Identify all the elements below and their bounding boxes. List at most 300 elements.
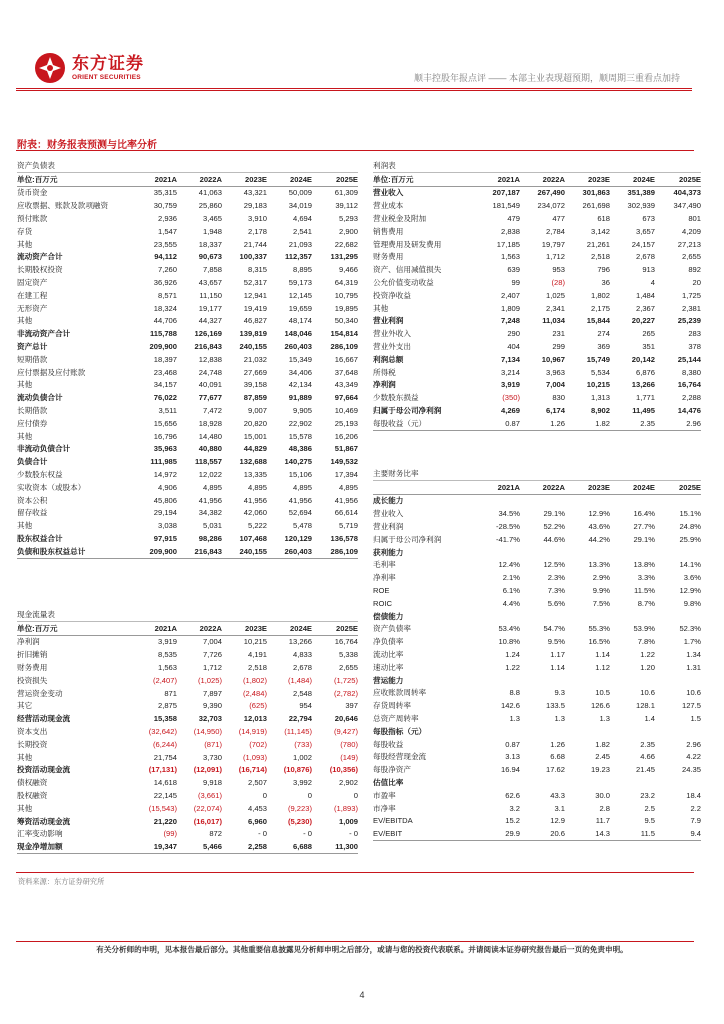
row-label: 资产负债率: [373, 624, 411, 634]
table-cell: [565, 725, 610, 738]
row-label: 资产、信用减值损失: [373, 265, 442, 275]
appendix-divider: [16, 150, 694, 151]
table-cell: 1.20: [640, 662, 655, 672]
table-cell: 9.5: [644, 816, 655, 826]
row-label: 存货周转率: [373, 701, 411, 711]
table-cell: 12,013: [243, 714, 267, 724]
table-row: [17, 238, 358, 251]
row-label: 利润总额: [373, 354, 404, 364]
table-cell: 1,002: [292, 752, 312, 762]
table-cell: 41,063: [198, 188, 222, 198]
table-cell: 15,578: [288, 431, 312, 441]
row-label: EV/EBIT: [373, 827, 475, 840]
column-header: 2025E: [312, 621, 358, 635]
row-label: 非流动负债合计: [17, 444, 71, 454]
table-row: [373, 391, 701, 404]
table-cell: 3.6%: [683, 573, 701, 583]
table-cell: 260,403: [284, 342, 312, 352]
table-cell: 954: [299, 701, 312, 711]
table-cell: 18,324: [153, 303, 177, 313]
table-cell: 154,814: [330, 329, 358, 339]
column-header: 2022A: [520, 480, 565, 494]
table-cell: 18.4: [686, 790, 701, 800]
table-cell: 17.62: [545, 765, 565, 775]
table-cell: 302,939: [627, 201, 655, 211]
table-title: 资产负债表: [17, 159, 358, 172]
table-cell: 0.87: [475, 417, 520, 430]
table-row: [17, 481, 358, 494]
table-cell: 87,859: [243, 393, 267, 403]
table-row: [373, 699, 701, 712]
table-cell: 283: [688, 329, 701, 339]
table-cell: 1,809: [500, 303, 520, 313]
table-cell: 136,578: [330, 534, 358, 543]
table-cell: 207,187: [492, 188, 520, 198]
table-cell: 21,744: [243, 239, 267, 249]
table-cell: 0: [353, 791, 358, 801]
row-label: 流动负债合计: [17, 393, 63, 403]
table-cell: 111,985: [150, 457, 177, 467]
row-label: ROIC: [373, 598, 392, 608]
table-cell: 2.35: [640, 739, 655, 749]
table-cell: 10,215: [243, 637, 267, 647]
table-row: [373, 186, 701, 199]
table-row: [373, 648, 701, 661]
table-cell: 2.96: [686, 739, 701, 749]
table-cell: (9,223): [287, 803, 312, 813]
column-header: 2021A: [132, 172, 177, 186]
table-row: [373, 251, 701, 264]
table-cell: 4,895: [338, 482, 358, 492]
table-cell: 913: [642, 265, 655, 275]
row-label: 市净率: [373, 803, 396, 813]
table-row: [373, 225, 701, 238]
row-label: 应收账款周转率: [373, 688, 427, 698]
row-label: 营业利润: [373, 522, 404, 532]
table-row: [17, 751, 358, 764]
table-cell: 9.4: [655, 827, 701, 840]
table-cell: 8,380: [681, 367, 701, 377]
table-cell: (149): [340, 752, 358, 762]
table-cell: (1,893): [333, 803, 358, 813]
row-label: 每股收益（元）: [373, 417, 475, 430]
column-header: 2023E: [222, 172, 267, 186]
table-cell: 3,730: [202, 752, 222, 762]
table-cell: (6,244): [152, 739, 177, 749]
table-cell: 14,972: [153, 470, 177, 480]
table-cell: 20.6: [520, 827, 565, 840]
table-cell: 479: [507, 214, 520, 224]
table-row: [373, 340, 701, 353]
row-label: 应付票据及应付账款: [17, 367, 86, 377]
table-row: [373, 789, 701, 802]
row-label: 在建工程: [17, 290, 48, 300]
table-cell: 17,394: [334, 470, 358, 480]
table-cell: 12.9%: [679, 586, 701, 596]
table-row: [373, 199, 701, 212]
table-cell: 4,895: [247, 482, 267, 492]
table-row: [373, 315, 701, 328]
table-cell: 59,173: [288, 278, 312, 288]
table-cell: 1.17: [550, 650, 565, 660]
table-cell: 140,275: [284, 457, 312, 467]
source-note: 资料来源：东方证券研究所: [18, 877, 105, 886]
table-cell: 240,155: [222, 545, 267, 558]
table-cell: 22,902: [288, 418, 312, 428]
table-cell: (625): [249, 701, 267, 711]
table-cell: 10.6: [640, 688, 655, 698]
table-cell: 14,480: [198, 431, 222, 441]
table-cell: 3,511: [158, 406, 177, 416]
table-cell: 15,106: [288, 470, 312, 480]
table-cell: 2,902: [338, 778, 358, 788]
table-cell: 139,819: [239, 329, 267, 339]
table-cell: 115,788: [149, 329, 177, 339]
table-cell: 44,327: [198, 316, 222, 326]
table-cell: [610, 776, 655, 789]
table-cell: 45,806: [153, 495, 177, 505]
table-cell: 15,844: [586, 316, 610, 326]
table-cell: [610, 610, 655, 623]
table-cell: [610, 674, 655, 687]
table-row: [17, 225, 358, 238]
table-cell: 1.22: [640, 650, 655, 660]
column-header: 2024E: [267, 172, 312, 186]
table-cell: [520, 776, 565, 789]
table-cell: 299: [552, 342, 565, 352]
table-cell: 19.23: [590, 765, 610, 775]
table-cell: 20,227: [631, 316, 655, 326]
table-cell: (11,145): [284, 727, 312, 737]
table-cell: (3,661): [197, 791, 222, 801]
row-label: 管理费用及研发费用: [373, 239, 442, 249]
table-row: [373, 712, 701, 725]
table-row: [373, 584, 701, 597]
table-cell: [655, 610, 701, 623]
row-label: 获利能力: [373, 547, 404, 557]
row-label: 少数股东损益: [373, 393, 419, 403]
table-cell: 2,655: [338, 663, 358, 673]
row-label: 投资损失: [17, 675, 48, 685]
table-cell: 8.7%: [637, 598, 655, 608]
row-label: 其他: [373, 303, 389, 313]
table-cell: [655, 546, 701, 559]
table-cell: 12.4%: [498, 560, 520, 570]
table-cell: 10,215: [586, 380, 610, 390]
table-cell: 14.3: [565, 827, 610, 840]
table-cell: 126.6: [590, 701, 610, 711]
table-cell: 351,389: [627, 188, 655, 198]
table-cell: [655, 494, 701, 507]
header-divider-2: [16, 90, 692, 91]
table-cell: [565, 494, 610, 507]
table-cell: 61,309: [334, 188, 358, 198]
table-cell: 12,022: [198, 470, 222, 480]
table-cell: 0: [262, 791, 267, 801]
table-cell: 2,518: [247, 663, 267, 673]
table-cell: 16.94: [500, 765, 520, 775]
table-cell: 8,535: [157, 650, 177, 660]
table-row: [17, 455, 358, 468]
row-label: 应收票据、账款及款项融资: [17, 201, 109, 211]
table-cell: 9,390: [202, 701, 222, 711]
table-cell: 11,495: [632, 406, 655, 416]
table-cell: 3,919: [500, 380, 520, 390]
table-cell: 5,338: [338, 650, 358, 660]
table-cell: 0: [307, 791, 312, 801]
table-row: [17, 700, 358, 713]
table-row: [17, 764, 358, 777]
table-cell: (702): [249, 739, 267, 749]
table-cell: 9,007: [247, 406, 267, 416]
table-cell: 30,759: [153, 201, 177, 211]
row-label: 销售费用: [373, 226, 404, 236]
table-row: [17, 532, 358, 545]
table-row: [17, 776, 358, 789]
table-cell: 16,796: [153, 431, 177, 441]
table-cell: 6,688: [267, 840, 312, 853]
table-cell: 9,918: [202, 778, 222, 788]
row-label: 营运资金变动: [17, 688, 63, 698]
table-cell: (14,919): [238, 727, 267, 737]
table-row: [17, 327, 358, 340]
table-cell: 9.3: [554, 688, 565, 698]
row-label: 营业收入: [373, 188, 404, 198]
table-cell: 40,880: [198, 444, 222, 454]
table-cell: 2.1%: [502, 573, 520, 583]
table-cell: 13.3%: [588, 560, 610, 570]
table-cell: 7,858: [202, 265, 222, 275]
table-cell: [610, 725, 655, 738]
table-cell: 16,206: [334, 431, 358, 441]
table-cell: 43.6%: [588, 522, 610, 532]
row-label: 速动比率: [373, 662, 404, 672]
table-cell: [475, 674, 520, 687]
table-cell: 3.1: [554, 803, 565, 813]
table-row: [373, 776, 701, 789]
table-cell: 7,004: [202, 637, 222, 647]
table-cell: 6,876: [635, 367, 655, 377]
table-cell: 23.2: [640, 790, 655, 800]
table-cell: 3,992: [292, 778, 312, 788]
table-row: [373, 559, 701, 572]
table-cell: 1,712: [202, 663, 222, 673]
table-cell: 2.35: [610, 417, 655, 430]
table-cell: [475, 725, 520, 738]
table-cell: (15,543): [148, 803, 177, 813]
table-cell: 12.5%: [543, 560, 565, 570]
table-cell: 3,919: [157, 637, 177, 647]
table-cell: 149,532: [330, 457, 358, 467]
table-cell: 1.7%: [683, 637, 701, 647]
table-cell: [520, 674, 565, 687]
table-cell: 11,150: [199, 290, 222, 300]
orient-logo-icon: [34, 52, 66, 84]
table-cell: (1,093): [242, 752, 267, 762]
row-label: 长期投资: [17, 739, 48, 749]
table-cell: (16,017): [193, 816, 222, 826]
column-header: 2025E: [312, 172, 358, 186]
table-cell: 8,571: [157, 290, 177, 300]
row-label: 净利润: [373, 380, 396, 390]
table-cell: 25,860: [198, 201, 222, 211]
table-cell: 11,034: [542, 316, 565, 326]
row-label: 营业外支出: [373, 342, 411, 352]
table-row: [373, 725, 701, 738]
table-cell: 234,072: [537, 201, 565, 211]
table-cell: 4,453: [247, 803, 267, 813]
table-cell: 97,664: [334, 393, 358, 403]
table-cell: 7,260: [157, 265, 177, 275]
table-cell: 50,340: [334, 316, 358, 326]
table-title-row: [373, 159, 701, 172]
table-cell: 20,142: [631, 354, 655, 364]
table-cell: 7,897: [202, 688, 222, 698]
table-cell: 128.1: [635, 701, 655, 711]
table-cell: 4,906: [157, 482, 177, 492]
row-label: 财务费用: [373, 252, 404, 262]
row-label: 留存收益: [17, 508, 48, 518]
table-cell: 14,476: [677, 406, 701, 416]
table-cell: (2,407): [152, 675, 177, 685]
table-cell: 5.6%: [547, 598, 565, 608]
table-cell: 19,797: [541, 239, 565, 249]
table-row: [17, 519, 358, 532]
table-cell: 892: [688, 265, 701, 275]
table-cell: [565, 674, 610, 687]
table-cell: 21.45: [635, 765, 655, 775]
table-cell: 1.82: [595, 739, 610, 749]
table-cell: - 0: [349, 829, 358, 839]
table-cell: 13.8%: [633, 560, 655, 570]
table-row: [17, 430, 358, 443]
table-cell: 4,269: [500, 406, 520, 416]
table-row: [373, 404, 701, 417]
table-cell: 21,220: [153, 816, 177, 826]
table-row: [17, 545, 358, 558]
table-row: [373, 302, 701, 315]
table-row: [17, 507, 358, 520]
table-cell: 260,403: [267, 545, 312, 558]
table-cell: 1.12: [595, 662, 610, 672]
table-cell: 6,174: [545, 406, 565, 416]
column-header: 单位:百万元: [17, 172, 132, 186]
table-cell: 66,614: [334, 508, 358, 518]
table-cell: 7,004: [545, 380, 565, 390]
table-cell: 3,465: [202, 214, 222, 224]
table-cell: 8.8: [509, 688, 520, 698]
table-cell: 19,419: [243, 303, 267, 313]
row-label: 营业外收入: [373, 329, 411, 339]
table-cell: 3,142: [590, 226, 610, 236]
row-label: 归属于母公司净利润: [373, 406, 442, 416]
table-cell: 2,838: [500, 226, 520, 236]
table-cell: - 0: [258, 829, 267, 839]
table-cell: 12,838: [198, 354, 222, 364]
table-row: [17, 251, 358, 264]
table-cell: 120,129: [284, 534, 312, 543]
table-row: [373, 238, 701, 251]
table-cell: 22,682: [334, 239, 358, 249]
table-cell: 16,667: [334, 354, 358, 364]
table-row: [17, 443, 358, 456]
table-cell: 2,341: [545, 303, 565, 313]
row-label: 资本公积: [17, 495, 48, 505]
table-row: [17, 417, 358, 430]
row-label: 债权融资: [17, 778, 48, 788]
table-cell: [520, 546, 565, 559]
table-cell: 5,031: [202, 521, 222, 531]
table-cell: 52,317: [243, 278, 267, 288]
table-cell: 477: [552, 214, 565, 224]
table-cell: 15,656: [153, 418, 177, 428]
row-label: 财务费用: [17, 663, 48, 673]
row-label: 每股收益: [373, 739, 404, 749]
table-cell: 4,895: [202, 482, 222, 492]
table-cell: 14,618: [153, 778, 177, 788]
table-cell: 11.5%: [634, 586, 655, 596]
row-label: 毛利率: [373, 560, 396, 570]
table-cell: 43,321: [243, 188, 267, 198]
table-cell: 20: [692, 278, 701, 288]
table-cell: 21,032: [243, 354, 267, 364]
table-cell: 2,367: [635, 303, 655, 313]
table-cell: 54.7%: [543, 624, 565, 634]
table-cell: 12,145: [288, 290, 312, 300]
table-row: [17, 353, 358, 366]
table-cell: 34,382: [198, 508, 222, 518]
table-cell: 14.1%: [679, 560, 701, 570]
row-label: 无形资产: [17, 303, 48, 313]
table-cell: (871): [204, 739, 222, 749]
table-cell: 404: [507, 342, 520, 352]
table-cell: 22,145: [153, 791, 177, 801]
row-label: 负债和股东权益总计: [17, 545, 132, 558]
table-cell: (1,802): [242, 675, 267, 685]
row-label: 经营活动现金流: [17, 714, 71, 724]
table-cell: 2.9%: [592, 573, 610, 583]
table-cell: 52.2%: [543, 522, 565, 532]
table-cell: 10,469: [334, 406, 358, 416]
table-cell: 2,548: [292, 688, 312, 698]
table-cell: 19,895: [334, 303, 358, 313]
table-row: [17, 302, 358, 315]
table-cell: 44.6%: [543, 534, 565, 544]
table-cell: 30.0: [595, 790, 610, 800]
column-header: 2022A: [177, 172, 222, 186]
table-cell: (2,484): [242, 688, 267, 698]
table-cell: 1.3: [599, 714, 610, 724]
table-cell: [655, 776, 701, 789]
table-cell: [610, 546, 655, 559]
table-cell: 35,963: [153, 444, 177, 454]
table-cell: 51,867: [334, 444, 358, 454]
table-cell: 1.14: [595, 650, 610, 660]
table-cell: 10.5: [595, 688, 610, 698]
logo-cn-text: 东方证券: [72, 53, 144, 74]
row-label: 流动资产合计: [17, 252, 63, 262]
table-cell: 39,158: [243, 380, 267, 390]
income-statement-table: [373, 159, 701, 431]
table-cell: 34,406: [288, 367, 312, 377]
table-cell: -41.7%: [495, 534, 520, 544]
table-cell: 32,703: [198, 714, 222, 724]
table-cell: 9,905: [292, 406, 312, 416]
table-cell: 15,749: [586, 354, 610, 364]
table-cell: 2,541: [292, 226, 312, 236]
row-label: 折旧摊销: [17, 650, 48, 660]
table-cell: 2,655: [681, 252, 701, 262]
